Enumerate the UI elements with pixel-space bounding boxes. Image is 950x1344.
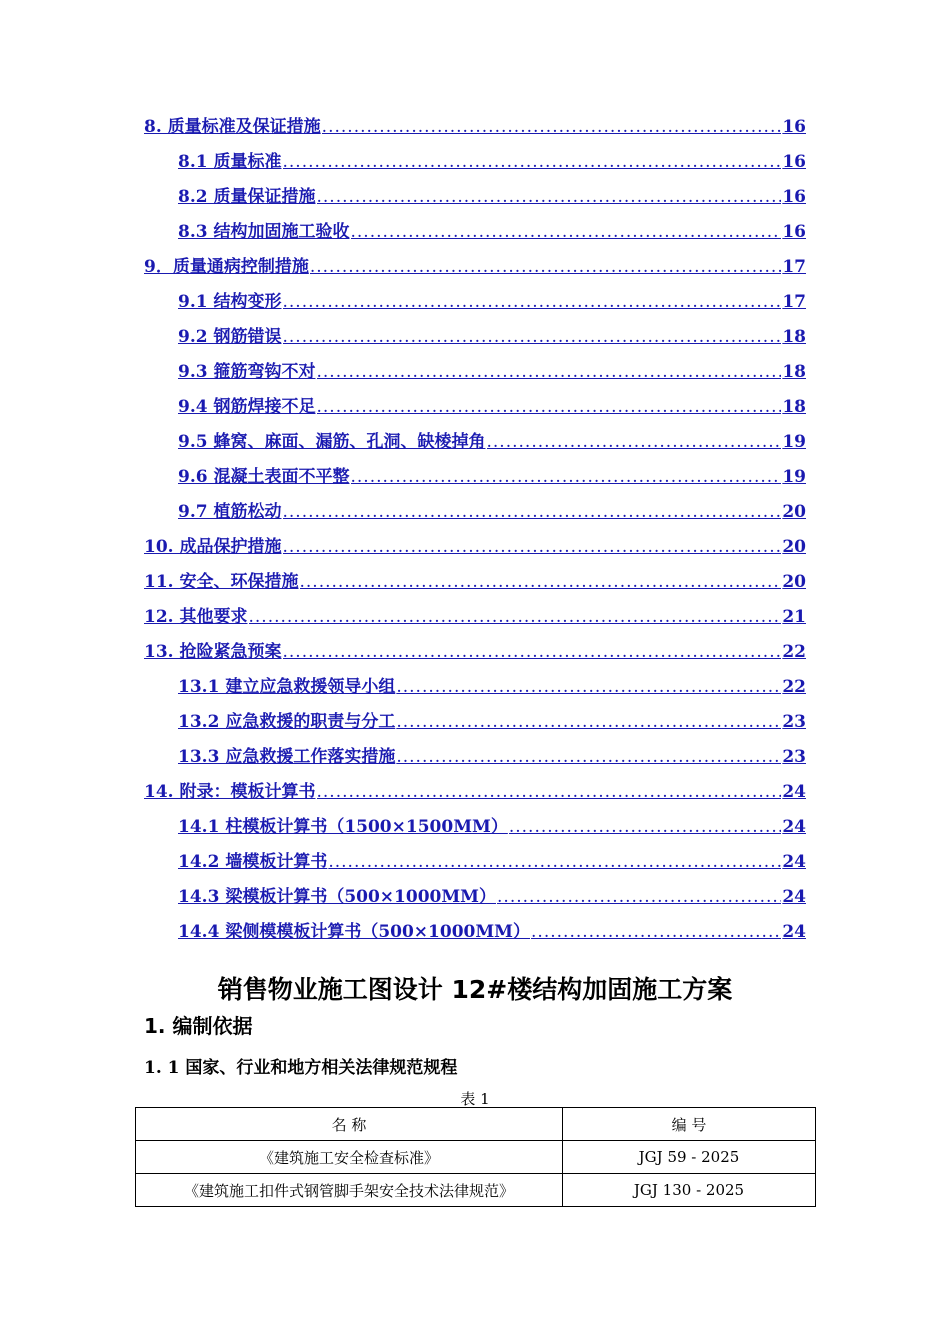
toc-page-number: 16 <box>782 222 806 242</box>
toc-entry-title: 13. 抢险紧急预案 <box>144 642 282 662</box>
toc-page-number: 20 <box>782 537 806 557</box>
toc-page-number: 22 <box>782 677 806 697</box>
toc-entry-title: 8.1 质量标准 <box>178 152 282 172</box>
toc-page-number: 16 <box>782 117 806 137</box>
regulation-code: JGJ 59 - 2025 <box>563 1141 816 1174</box>
toc-dot-leader <box>283 495 782 530</box>
toc-entry-title: 9.2 钢筋错误 <box>178 327 282 347</box>
toc-entry-title: 14.2 墙模板计算书 <box>178 852 328 872</box>
toc-entry-title: 9.5 蜂窝、麻面、漏筋、孔洞、缺棱掉角 <box>178 432 486 452</box>
toc-page-number: 18 <box>782 397 806 417</box>
toc-entry-link[interactable] <box>144 565 806 600</box>
toc-dot-leader <box>328 845 781 880</box>
toc-page-number: 20 <box>782 502 806 522</box>
header-code: 编 号 <box>563 1108 816 1141</box>
toc-dot-leader <box>396 670 781 705</box>
toc-entry-title: 11. 安全、环保措施 <box>144 572 299 592</box>
toc-page-number: 17 <box>782 292 806 312</box>
toc-entry-link[interactable] <box>144 145 806 180</box>
toc-page-number: 24 <box>782 887 806 907</box>
toc-entry-link[interactable] <box>144 495 806 530</box>
toc-entry-link[interactable] <box>144 355 806 390</box>
toc-entry-link[interactable] <box>144 775 806 810</box>
toc-dot-leader <box>396 740 781 775</box>
toc-entry-title: 14.4 梁侧模模板计算书（500×1000MM） <box>178 922 531 942</box>
toc-entry-link[interactable] <box>144 600 806 635</box>
toc-page-number: 24 <box>782 817 806 837</box>
table-row <box>136 1174 816 1207</box>
toc-entry-link[interactable] <box>144 180 806 215</box>
section-heading-1: 1. 编制依据 <box>144 1014 253 1038</box>
toc-entry-title: 9.1 结构变形 <box>178 292 282 312</box>
toc-dot-leader <box>283 285 782 320</box>
toc-dot-leader <box>249 600 782 635</box>
toc-entry-link[interactable] <box>144 215 806 250</box>
toc-entry-link[interactable] <box>144 915 806 950</box>
toc-entry-title: 8.2 质量保证措施 <box>178 187 316 207</box>
toc-entry-link[interactable] <box>144 670 806 705</box>
toc-entry-title: 13.1 建立应急救援领导小组 <box>178 677 396 697</box>
toc-entry-title: 10. 成品保护措施 <box>144 537 282 557</box>
toc-dot-leader <box>310 250 781 285</box>
toc-page-number: 22 <box>782 642 806 662</box>
toc-dot-leader <box>322 110 782 145</box>
toc-entry-title: 8. 质量标准及保证措施 <box>144 117 321 137</box>
toc-dot-leader <box>317 180 782 215</box>
toc-page-number: 21 <box>782 607 806 627</box>
toc-entry-title: 9.7 植筋松动 <box>178 502 282 522</box>
toc-entry-link[interactable] <box>144 390 806 425</box>
toc-entry-title: 14. 附录：模板计算书 <box>144 782 316 802</box>
toc-dot-leader <box>351 460 782 495</box>
table-caption: 表 1 <box>460 1090 490 1108</box>
toc-entry-link[interactable] <box>144 285 806 320</box>
toc-dot-leader <box>396 705 781 740</box>
toc-page-number: 17 <box>782 257 806 277</box>
toc-dot-leader <box>283 530 782 565</box>
toc-page-number: 16 <box>782 187 806 207</box>
toc-entry-title: 9.4 钢筋焊接不足 <box>178 397 316 417</box>
toc-entry-link[interactable] <box>144 740 806 775</box>
toc-entry-link[interactable] <box>144 810 806 845</box>
toc-dot-leader <box>509 810 781 845</box>
toc-page-number: 19 <box>782 467 806 487</box>
regulations-table <box>135 1107 816 1207</box>
table-header-row <box>136 1108 816 1141</box>
toc-page-number: 18 <box>782 327 806 347</box>
toc-entry-link[interactable] <box>144 460 806 495</box>
toc-dot-leader <box>531 915 781 950</box>
toc-entry-link[interactable] <box>144 110 806 145</box>
toc-page-number: 23 <box>782 747 806 767</box>
toc-dot-leader <box>487 425 782 460</box>
table-of-contents <box>144 110 806 950</box>
toc-dot-leader <box>317 775 782 810</box>
toc-entry-title: 14.1 柱模板计算书（1500×1500MM） <box>178 817 508 837</box>
toc-dot-leader <box>283 320 782 355</box>
toc-entry-title: 12. 其他要求 <box>144 607 248 627</box>
toc-page-number: 24 <box>782 782 806 802</box>
toc-entry-link[interactable] <box>144 845 806 880</box>
toc-page-number: 24 <box>782 852 806 872</box>
toc-dot-leader <box>317 390 782 425</box>
regulation-code: JGJ 130 - 2025 <box>563 1174 816 1207</box>
toc-entry-title: 9．质量通病控制措施 <box>144 257 309 277</box>
regulation-name: 《建筑施工扣件式钢管脚手架安全技术法律规范》 <box>136 1174 563 1207</box>
toc-entry-link[interactable] <box>144 320 806 355</box>
toc-entry-title: 8.3 结构加固施工验收 <box>178 222 350 242</box>
section-heading-1-1: 1. 1 国家、行业和地方相关法律规范规程 <box>144 1058 458 1078</box>
toc-dot-leader <box>351 215 782 250</box>
toc-entry-title: 9.6 混凝土表面不平整 <box>178 467 350 487</box>
document-title: 销售物业施工图设计 12#楼结构加固施工方案 <box>217 975 733 1004</box>
toc-entry-title: 13.2 应急救援的职责与分工 <box>178 712 396 732</box>
toc-entry-link[interactable] <box>144 530 806 565</box>
toc-page-number: 16 <box>782 152 806 172</box>
regulation-name: 《建筑施工安全检查标准》 <box>136 1141 563 1174</box>
toc-entry-title: 14.3 梁模板计算书（500×1000MM） <box>178 887 497 907</box>
toc-entry-link[interactable] <box>144 250 806 285</box>
toc-page-number: 23 <box>782 712 806 732</box>
toc-dot-leader <box>283 145 782 180</box>
toc-dot-leader <box>283 635 782 670</box>
toc-dot-leader <box>317 355 782 390</box>
table-row <box>136 1141 816 1174</box>
toc-page-number: 19 <box>782 432 806 452</box>
toc-entry-link[interactable] <box>144 635 806 670</box>
toc-entry-link[interactable] <box>144 425 806 460</box>
toc-dot-leader <box>300 565 782 600</box>
toc-page-number: 24 <box>782 922 806 942</box>
toc-page-number: 20 <box>782 572 806 592</box>
toc-entry-title: 13.3 应急救援工作落实措施 <box>178 747 396 767</box>
toc-dot-leader <box>497 880 781 915</box>
toc-entry-link[interactable] <box>144 705 806 740</box>
toc-entry-title: 9.3 箍筋弯钩不对 <box>178 362 316 382</box>
toc-entry-link[interactable] <box>144 880 806 915</box>
header-name: 名 称 <box>136 1108 563 1141</box>
toc-page-number: 18 <box>782 362 806 382</box>
